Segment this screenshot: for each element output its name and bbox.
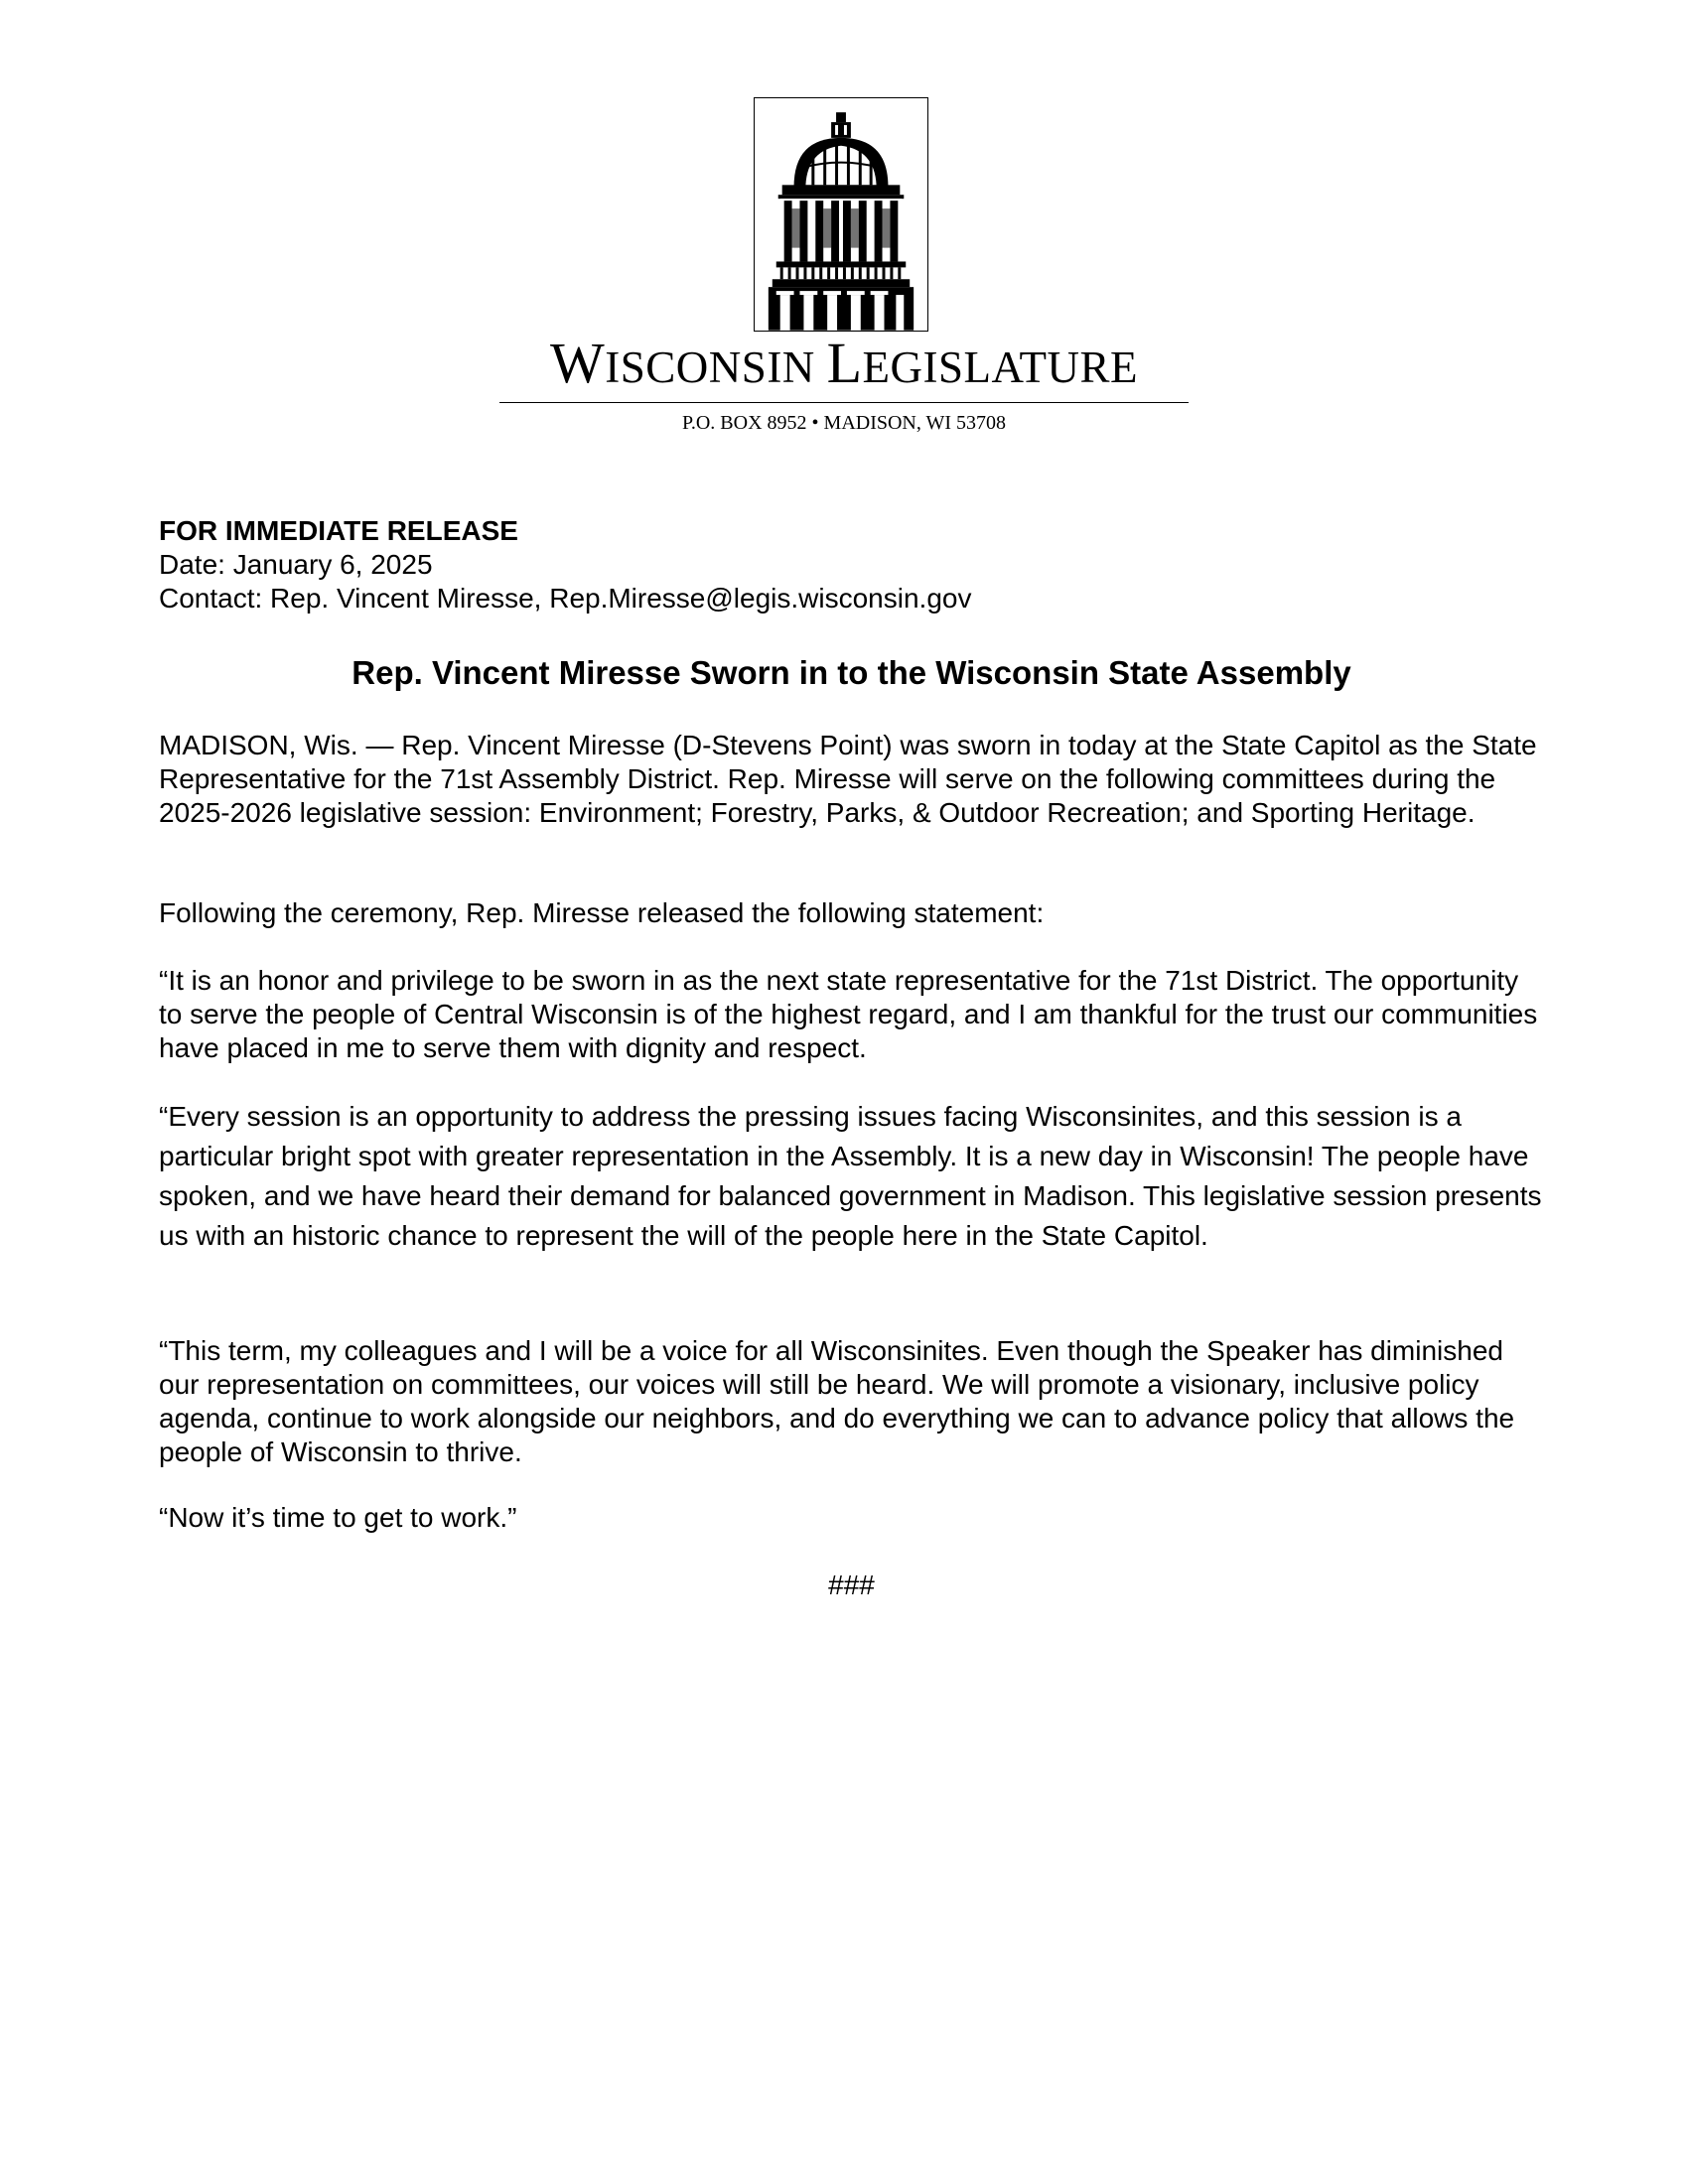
organization-name: WISCONSIN LEGISLATURE	[550, 331, 1138, 395]
press-release-headline: Rep. Vincent Miresse Sworn in to the Wisconsin State Assembly	[352, 654, 1351, 691]
quote-paragraph: “Every session is an opportunity to address the pressing issues facing Wisconsinites, and this session is a particular bright spot with greater representation in the Assembly. It is a new day in Wisconsin! The people have spoken, and we have heard their demand for balanced government in Madison. This legislative session presents us with an historic chance to represent the will of the people here in the State Capitol.	[159, 1101, 1542, 1251]
body-paragraph: Following the ceremony, Rep. Miresse released the following statement:	[159, 897, 1045, 928]
release-contact: Contact: Rep. Vincent Miresse, Rep.Miresse@legis.wisconsin.gov	[159, 583, 972, 614]
organization-address: P.O. BOX 8952 • MADISON, WI 53708	[681, 412, 1007, 434]
release-label: FOR IMMEDIATE RELEASE	[159, 515, 518, 546]
body-paragraph: MADISON, Wis. — Rep. Vincent Miresse (D-Stevens Point) was sworn in today at the State Capitol as the State Representative for the 71st Assembly District. Rep. Miresse will serve on the following committees during the 2025-2026 legislative session: Environment; Forestry, Parks, & Outdoor Recreation; and Sporting Heritage.	[159, 730, 1537, 828]
quote-paragraph: “Now it’s time to get to work.”	[159, 1502, 517, 1533]
letterhead-divider	[499, 402, 1189, 403]
quote-paragraph: “It is an honor and privilege to be sworn in as the next state representative for the 71st District. The opportunity to serve the people of Central Wisconsin is of the highest regard, and I am thankful for the trust our communities have placed in me to serve them with dignity and respect.	[159, 965, 1538, 1063]
capitol-dome-logo	[754, 97, 928, 332]
release-date: Date: January 6, 2025	[159, 549, 433, 580]
quote-paragraph: “This term, my colleagues and I will be a voice for all Wisconsinites. Even though the Speaker has diminished our representation on committees, our voices will still be heard. We will promote a visionary, inclusive policy agenda, continue to work alongside our neighbors, and do everything we can to advance policy that allows the people of Wisconsin to thrive.	[159, 1335, 1515, 1467]
end-of-release-mark: ###	[828, 1570, 875, 1600]
